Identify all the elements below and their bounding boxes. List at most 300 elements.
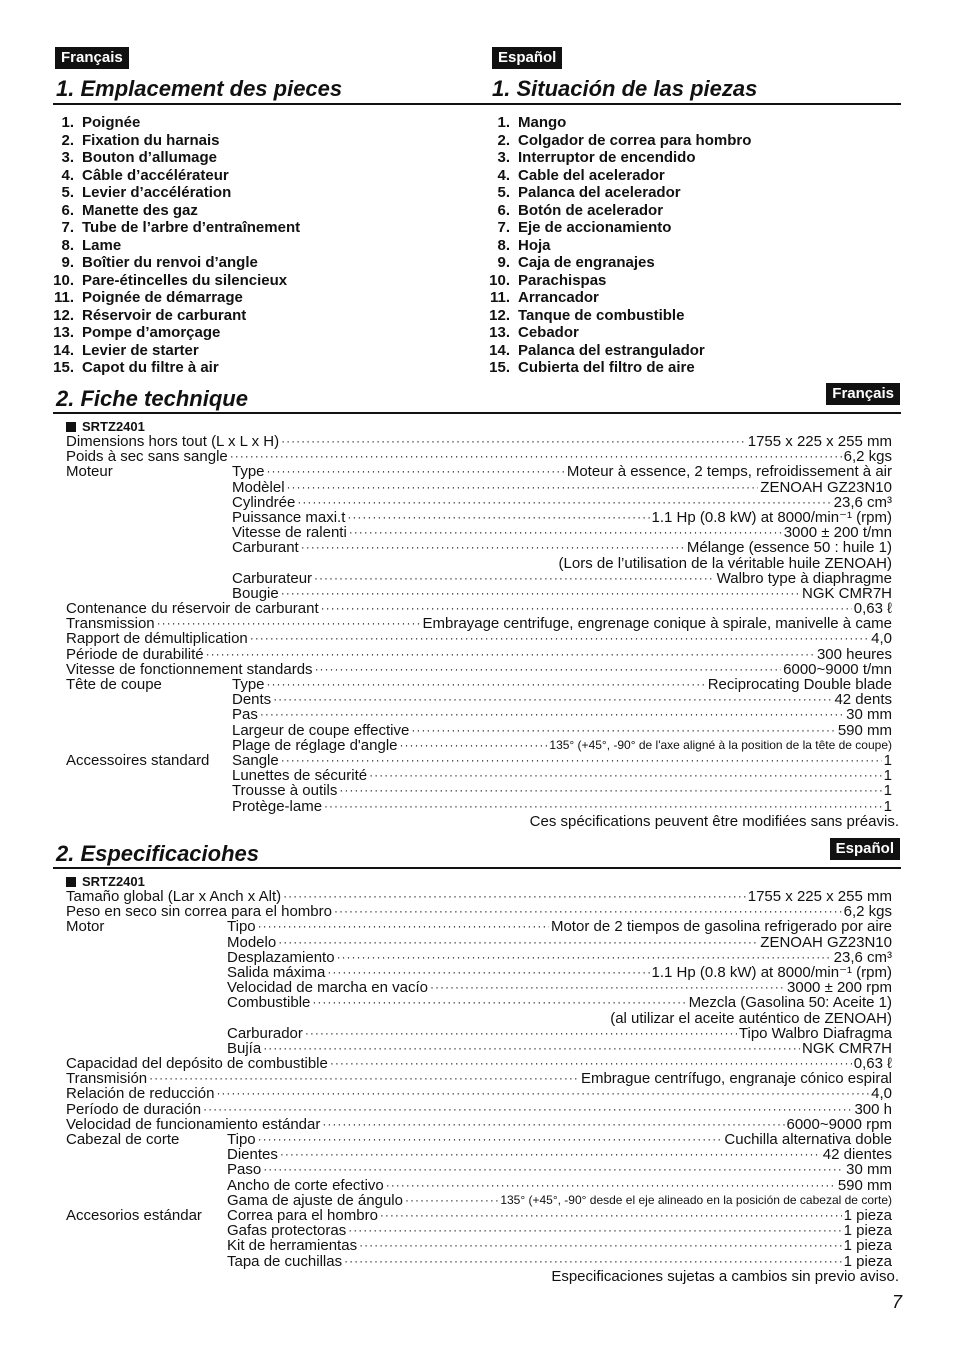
spec-row <box>66 556 892 571</box>
spec-row <box>66 1086 892 1101</box>
dot-leader <box>411 723 835 738</box>
fr-spec-title: 2. Fiche technique <box>56 386 248 411</box>
part-item <box>474 342 751 360</box>
part-label: Hoja <box>518 236 551 254</box>
spec-value: 1.1 Hp (0.8 kW) at 8000/min⁻¹ (rpm) <box>651 963 892 981</box>
dot-leader <box>322 1117 784 1132</box>
square-bullet-icon <box>66 422 76 432</box>
spec-row <box>66 1056 892 1071</box>
dot-leader <box>301 540 685 555</box>
part-label: Palanca del estrangulador <box>518 341 705 359</box>
part-label: Poignée de démarrage <box>82 289 243 306</box>
page-number: 7 <box>891 1292 902 1312</box>
part-label: Tanque de combustible <box>518 306 685 324</box>
spec-row <box>66 1162 892 1177</box>
part-label: Eje de accionamiento <box>518 219 672 236</box>
dot-leader <box>157 616 421 631</box>
spec-group: Accessoires standard <box>66 751 210 769</box>
spec-label: Tipo <box>227 1131 256 1148</box>
spec-label: Modèlel <box>232 478 285 496</box>
spec-label: Rapport de démultiplication <box>66 630 248 648</box>
dot-leader <box>347 510 649 525</box>
spec-label: Relación de reducción <box>66 1085 215 1103</box>
part-number: 14. <box>53 341 74 359</box>
part-label: Levier de starter <box>82 341 199 359</box>
fr-model-label <box>66 419 145 434</box>
lang-tag-es-spec: Español <box>830 838 900 860</box>
part-item <box>474 254 751 272</box>
dot-leader <box>287 480 759 495</box>
spec-row <box>66 449 892 464</box>
dot-leader <box>267 464 565 479</box>
part-label: Colgador de correa para hombro <box>518 131 752 149</box>
dot-leader <box>369 768 882 783</box>
spec-value: 1755 x 225 x 255 mm <box>747 433 892 450</box>
part-item <box>38 272 300 290</box>
spec-value: 1 <box>883 797 892 815</box>
spec-label: Puissance maxi.t <box>232 508 346 526</box>
spec-label: Dientes <box>227 1146 278 1164</box>
part-item <box>38 359 300 377</box>
dot-leader <box>230 449 842 464</box>
part-number: 3. <box>61 149 74 166</box>
spec-value: 1 pieza <box>843 1252 892 1270</box>
spec-row <box>66 1102 892 1117</box>
dot-leader <box>315 662 782 677</box>
spec-value: 30 mm <box>846 706 892 724</box>
spec-label: Vitesse de fonctionnement standards <box>66 660 313 678</box>
spec-value: 135° (+45°, -90° de l'axe aligné à la position de la tête de coupe) <box>549 737 892 752</box>
spec-group: Moteur <box>66 463 113 481</box>
spec-label: Type <box>232 463 265 481</box>
spec-value: 300 h <box>854 1100 892 1118</box>
part-label: Réservoir de carburant <box>82 306 247 324</box>
part-label: Fixation du harnais <box>82 131 220 149</box>
part-label: Tube de l’arbre d’entraînement <box>82 219 301 236</box>
spec-value: 1755 x 225 x 255 mm <box>747 888 892 905</box>
dot-leader <box>321 601 852 616</box>
part-number: 8. <box>61 236 74 254</box>
spec-row <box>66 631 892 646</box>
spec-row <box>66 1193 892 1208</box>
spec-label: Cylindrée <box>232 493 296 511</box>
part-item <box>474 184 751 202</box>
part-number: 13. <box>53 324 74 341</box>
spec-value: 23,6 cm³ <box>833 493 892 511</box>
dot-leader <box>149 1071 579 1086</box>
part-number: 9. <box>61 254 74 271</box>
part-label: Interruptor de encendido <box>518 149 696 166</box>
dot-leader <box>348 1223 841 1238</box>
spec-row <box>66 753 892 768</box>
dot-leader <box>337 950 832 965</box>
spec-row <box>66 904 892 919</box>
fr-parts-list <box>38 114 300 377</box>
dot-leader <box>330 1056 852 1071</box>
dot-leader <box>430 980 785 995</box>
spec-label: Sangle <box>232 751 279 769</box>
lang-tag-es: Español <box>492 47 562 69</box>
spec-label: Tipo <box>227 918 256 936</box>
square-bullet-icon <box>66 877 76 887</box>
spec-row <box>66 495 892 510</box>
spec-label: Desplazamiento <box>227 948 335 966</box>
part-label: Cable del acelerador <box>518 166 665 184</box>
parts-rule <box>53 103 901 105</box>
spec-row <box>66 1147 892 1162</box>
spec-group: Motor <box>66 918 105 936</box>
spec-value: Embrayage centrifuge, engrenage conique à spirale, manivelle à came <box>422 615 892 633</box>
spec-row <box>66 1208 892 1223</box>
spec-row <box>66 510 892 525</box>
part-item <box>474 324 751 342</box>
part-label: Pompe d’amorçage <box>82 324 221 341</box>
spec-row <box>66 692 892 707</box>
fr-spec-rule <box>53 412 901 414</box>
spec-value: 42 dents <box>834 691 892 709</box>
spec-row <box>66 919 892 934</box>
dot-leader <box>283 889 746 904</box>
part-number: 2. <box>497 131 510 149</box>
spec-label: Vitesse de ralenti <box>232 524 347 542</box>
part-item <box>38 237 300 255</box>
lang-tag-fr: Français <box>55 47 129 69</box>
part-number: 11. <box>489 289 510 306</box>
part-number: 7. <box>497 219 510 236</box>
spec-row <box>66 662 892 677</box>
fr-model-name: SRTZ2401 <box>82 419 145 434</box>
spec-group: Accesorios estándar <box>66 1206 202 1224</box>
spec-row <box>66 464 892 479</box>
spec-row <box>66 889 892 904</box>
spec-label: Période de durabilité <box>66 645 204 663</box>
part-number: 15. <box>53 359 74 376</box>
spec-row <box>66 935 892 950</box>
spec-value: Reciprocating Double blade <box>707 676 892 693</box>
part-number: 6. <box>61 201 74 219</box>
spec-row <box>66 616 892 631</box>
spec-value: 6,2 kgs <box>843 903 892 921</box>
es-model-label <box>66 874 145 889</box>
spec-label: Correa para el hombro <box>227 1206 378 1224</box>
part-item <box>474 289 751 307</box>
spec-value: 135° (+45°, -90° desde el eje alineado en la posición de cabezal de corte) <box>500 1192 892 1207</box>
spec-label: Paso <box>227 1161 262 1179</box>
spec-value: Embrague centrífugo, engranaje cónico espiral <box>580 1070 892 1088</box>
part-label: Manette des gaz <box>82 201 198 219</box>
es-spec-rule <box>53 867 901 869</box>
spec-row <box>66 480 892 495</box>
spec-row <box>66 677 892 692</box>
part-item <box>474 114 751 132</box>
spec-label: Largeur de coupe effective <box>232 721 410 739</box>
dot-leader <box>278 935 758 950</box>
spec-value: NGK CMR7H <box>801 1039 892 1057</box>
spec-row <box>66 525 892 540</box>
part-number: 15. <box>489 359 510 376</box>
part-number: 10. <box>53 271 74 289</box>
part-number: 11. <box>53 289 74 306</box>
spec-row <box>66 1071 892 1086</box>
part-item <box>474 202 751 220</box>
lang-tag-fr-spec: Français <box>826 383 900 405</box>
part-number: 10. <box>489 271 510 289</box>
spec-row <box>66 571 892 586</box>
part-label: Mango <box>518 114 567 131</box>
dot-leader <box>250 631 869 646</box>
spec-value: 42 dientes <box>822 1146 892 1164</box>
part-item <box>38 132 300 150</box>
part-number: 9. <box>497 254 510 271</box>
dot-leader <box>203 1102 852 1117</box>
part-label: Boîtier du renvoi d’angle <box>82 254 258 271</box>
part-item <box>474 149 751 167</box>
spec-row <box>66 1238 892 1253</box>
dot-leader <box>281 753 882 768</box>
spec-value: 4,0 <box>871 630 892 648</box>
dot-leader <box>405 1193 498 1208</box>
spec-label: Tamaño global (Lar x Anch x Alt) <box>66 888 282 905</box>
fr-spec-table <box>66 434 892 814</box>
spec-value: 590 mm <box>837 721 892 739</box>
dot-leader <box>258 919 549 934</box>
fr-parts-title: 1. Emplacement des pieces <box>56 76 343 101</box>
spec-value: 1.1 Hp (0.8 kW) at 8000/min⁻¹ (rpm) <box>651 508 892 526</box>
dot-leader <box>324 799 882 814</box>
dot-leader <box>334 904 842 919</box>
spec-label: Plage de réglage d'angle <box>232 736 398 754</box>
spec-value: 3000 ± 200 rpm <box>787 979 892 997</box>
spec-label: Kit de herramientas <box>227 1237 358 1255</box>
part-number: 6. <box>497 201 510 219</box>
spec-label: Dimensions hors tout (L x L x H) <box>66 433 280 450</box>
part-number: 4. <box>61 166 74 184</box>
part-item <box>38 149 300 167</box>
spec-row <box>66 601 892 616</box>
spec-row <box>66 1026 892 1041</box>
spec-row <box>66 647 892 662</box>
part-label: Caja de engranajes <box>518 254 655 271</box>
es-parts-title: 1. Situación de las piezas <box>492 76 758 101</box>
dot-leader <box>312 995 686 1010</box>
spec-label: Pas <box>232 706 258 724</box>
part-item <box>38 184 300 202</box>
spec-value: 0,63 ℓ <box>853 600 892 618</box>
spec-label: Combustible <box>227 994 311 1012</box>
spec-row <box>66 1041 892 1056</box>
dot-leader <box>349 525 782 540</box>
spec-value: Motor de 2 tiempos de gasolina refrigerado por aire <box>550 918 892 936</box>
spec-label: Velocidad de marcha en vacío <box>227 979 428 997</box>
spec-value: 6000~9000 rpm <box>786 1115 892 1133</box>
part-number: 8. <box>497 236 510 254</box>
part-number: 1. <box>61 114 74 131</box>
spec-label: Protège-lame <box>232 797 323 815</box>
dot-leader <box>344 1254 842 1269</box>
part-label: Parachispas <box>518 271 607 289</box>
spec-label: Tapa de cuchillas <box>227 1252 343 1270</box>
dot-leader <box>206 647 815 662</box>
spec-row <box>66 586 892 601</box>
spec-value: 6,2 kgs <box>843 448 892 466</box>
part-label: Poignée <box>82 114 141 131</box>
spec-label: Dents <box>232 691 272 709</box>
spec-row <box>66 434 892 449</box>
part-number: 5. <box>497 184 510 201</box>
spec-label: Type <box>232 676 265 693</box>
es-parts-list <box>474 114 751 377</box>
spec-label: Transmission <box>66 615 155 633</box>
spec-value: Walbro type à diaphragme <box>716 569 892 587</box>
part-number: 7. <box>61 219 74 236</box>
spec-label: Transmisión <box>66 1070 148 1088</box>
part-number: 2. <box>61 131 74 149</box>
spec-row <box>66 1178 892 1193</box>
spec-value: 6000~9000 t/mn <box>783 660 892 678</box>
es-model-name: SRTZ2401 <box>82 874 145 889</box>
part-item <box>38 219 300 237</box>
part-number: 13. <box>489 324 510 341</box>
dot-leader <box>260 707 844 722</box>
part-number: 12. <box>489 306 510 324</box>
part-item <box>474 237 751 255</box>
spec-value: 0,63 ℓ <box>853 1055 892 1073</box>
dot-leader <box>386 1178 836 1193</box>
spec-row <box>66 1117 892 1132</box>
dot-leader <box>359 1238 842 1253</box>
dot-leader <box>305 1026 737 1041</box>
spec-row <box>66 768 892 783</box>
part-label: Cubierta del filtro de aire <box>518 359 695 376</box>
spec-label: Carburador <box>227 1024 303 1042</box>
spec-value: 1 pieza <box>843 1237 892 1255</box>
spec-value: (Lors de l’utilisation de la véritable huile ZENOAH) <box>558 554 892 572</box>
spec-label: Bujía <box>227 1039 262 1057</box>
part-item <box>38 167 300 185</box>
part-number: 14. <box>489 341 510 359</box>
part-item <box>474 359 751 377</box>
part-number: 12. <box>53 306 74 324</box>
spec-row <box>66 995 892 1010</box>
part-label: Bouton d’allumage <box>82 149 217 166</box>
dot-leader <box>216 1086 869 1101</box>
dot-leader <box>258 1132 723 1147</box>
spec-row <box>66 965 892 980</box>
part-number: 1. <box>497 114 510 131</box>
dot-leader <box>280 1147 821 1162</box>
spec-value: 1 pieza <box>843 1206 892 1224</box>
spec-row <box>66 1011 892 1026</box>
dot-leader <box>281 586 800 601</box>
spec-value: Mélange (essence 50 : huile 1) <box>686 539 892 557</box>
spec-row <box>66 738 892 753</box>
spec-value: 1 <box>883 751 892 769</box>
spec-value: Cuchilla alternativa doble <box>724 1131 892 1148</box>
dot-leader <box>267 677 706 692</box>
spec-row <box>66 950 892 965</box>
spec-value: 1 <box>883 767 892 785</box>
part-item <box>38 202 300 220</box>
spec-row <box>66 1254 892 1269</box>
spec-value: Moteur à essence, 2 temps, refroidissement à air <box>566 463 892 481</box>
part-label: Arrancador <box>518 289 599 306</box>
part-item <box>38 307 300 325</box>
dot-leader <box>297 495 831 510</box>
part-label: Cebador <box>518 324 579 341</box>
part-label: Lame <box>82 236 122 254</box>
part-label: Botón de acelerador <box>518 201 664 219</box>
part-item <box>474 272 751 290</box>
spec-label: Peso en seco sin correa para el hombro <box>66 903 332 921</box>
part-item <box>474 167 751 185</box>
spec-row <box>66 783 892 798</box>
spec-value: Tipo Walbro Diafragma <box>738 1024 892 1042</box>
spec-value: 1 <box>883 782 892 800</box>
spec-value: NGK CMR7H <box>801 584 892 602</box>
spec-value: (al utilizar el aceite auténtico de ZENOAH) <box>610 1009 892 1027</box>
spec-label: Velocidad de funcionamiento estándar <box>66 1115 321 1133</box>
part-number: 4. <box>497 166 510 184</box>
part-number: 5. <box>61 184 74 201</box>
spec-label: Período de duración <box>66 1100 202 1118</box>
part-item <box>38 342 300 360</box>
part-item <box>38 254 300 272</box>
part-number: 3. <box>497 149 510 166</box>
part-item <box>474 132 751 150</box>
spec-row <box>66 799 892 814</box>
spec-value: ZENOAH GZ23N10 <box>760 478 892 496</box>
spec-label: Capacidad del depósito de combustible <box>66 1055 328 1073</box>
spec-label: Bougie <box>232 584 279 602</box>
dot-leader <box>273 692 832 707</box>
spec-label: Contenance du réservoir de carburant <box>66 600 319 618</box>
es-spec-note: Especificaciones sujetas a cambios sin previo aviso. <box>551 1268 899 1285</box>
dot-leader <box>339 783 881 798</box>
spec-row <box>66 1132 892 1147</box>
spec-label: Poids à sec sans sangle <box>66 448 228 466</box>
dot-leader <box>263 1162 844 1177</box>
spec-label: Salida máxima <box>227 963 326 981</box>
spec-value: 4,0 <box>871 1085 892 1103</box>
dot-leader <box>380 1208 842 1223</box>
dot-leader <box>281 434 746 449</box>
spec-label: Trousse à outils <box>232 782 338 800</box>
spec-value: Mezcla (Gasolina 50: Aceite 1) <box>688 994 892 1012</box>
dot-leader <box>314 571 715 586</box>
spec-value: 23,6 cm³ <box>833 948 892 966</box>
dot-leader <box>327 965 649 980</box>
spec-label: Gafas protectoras <box>227 1222 347 1240</box>
part-item <box>38 289 300 307</box>
spec-value: 1 pieza <box>843 1222 892 1240</box>
part-item <box>38 114 300 132</box>
spec-row <box>66 540 892 555</box>
part-label: Câble d’accélérateur <box>82 166 229 184</box>
spec-group: Tête de coupe <box>66 676 162 693</box>
part-label: Capot du filtre à air <box>82 359 219 376</box>
part-label: Pare-étincelles du silencieux <box>82 271 288 289</box>
spec-value: 3000 ± 200 t/mn <box>783 524 892 542</box>
es-spec-title: 2. Especificaciohes <box>56 841 259 866</box>
spec-group: Cabezal de corte <box>66 1131 180 1148</box>
part-label: Levier d’accélération <box>82 184 232 201</box>
spec-value: 590 mm <box>837 1176 892 1194</box>
spec-label: Carburant <box>232 539 299 557</box>
spec-label: Lunettes de sécurité <box>232 767 368 785</box>
spec-label: Ancho de corte efectivo <box>227 1176 384 1194</box>
spec-label: Modelo <box>227 933 277 951</box>
es-spec-table <box>66 889 892 1269</box>
